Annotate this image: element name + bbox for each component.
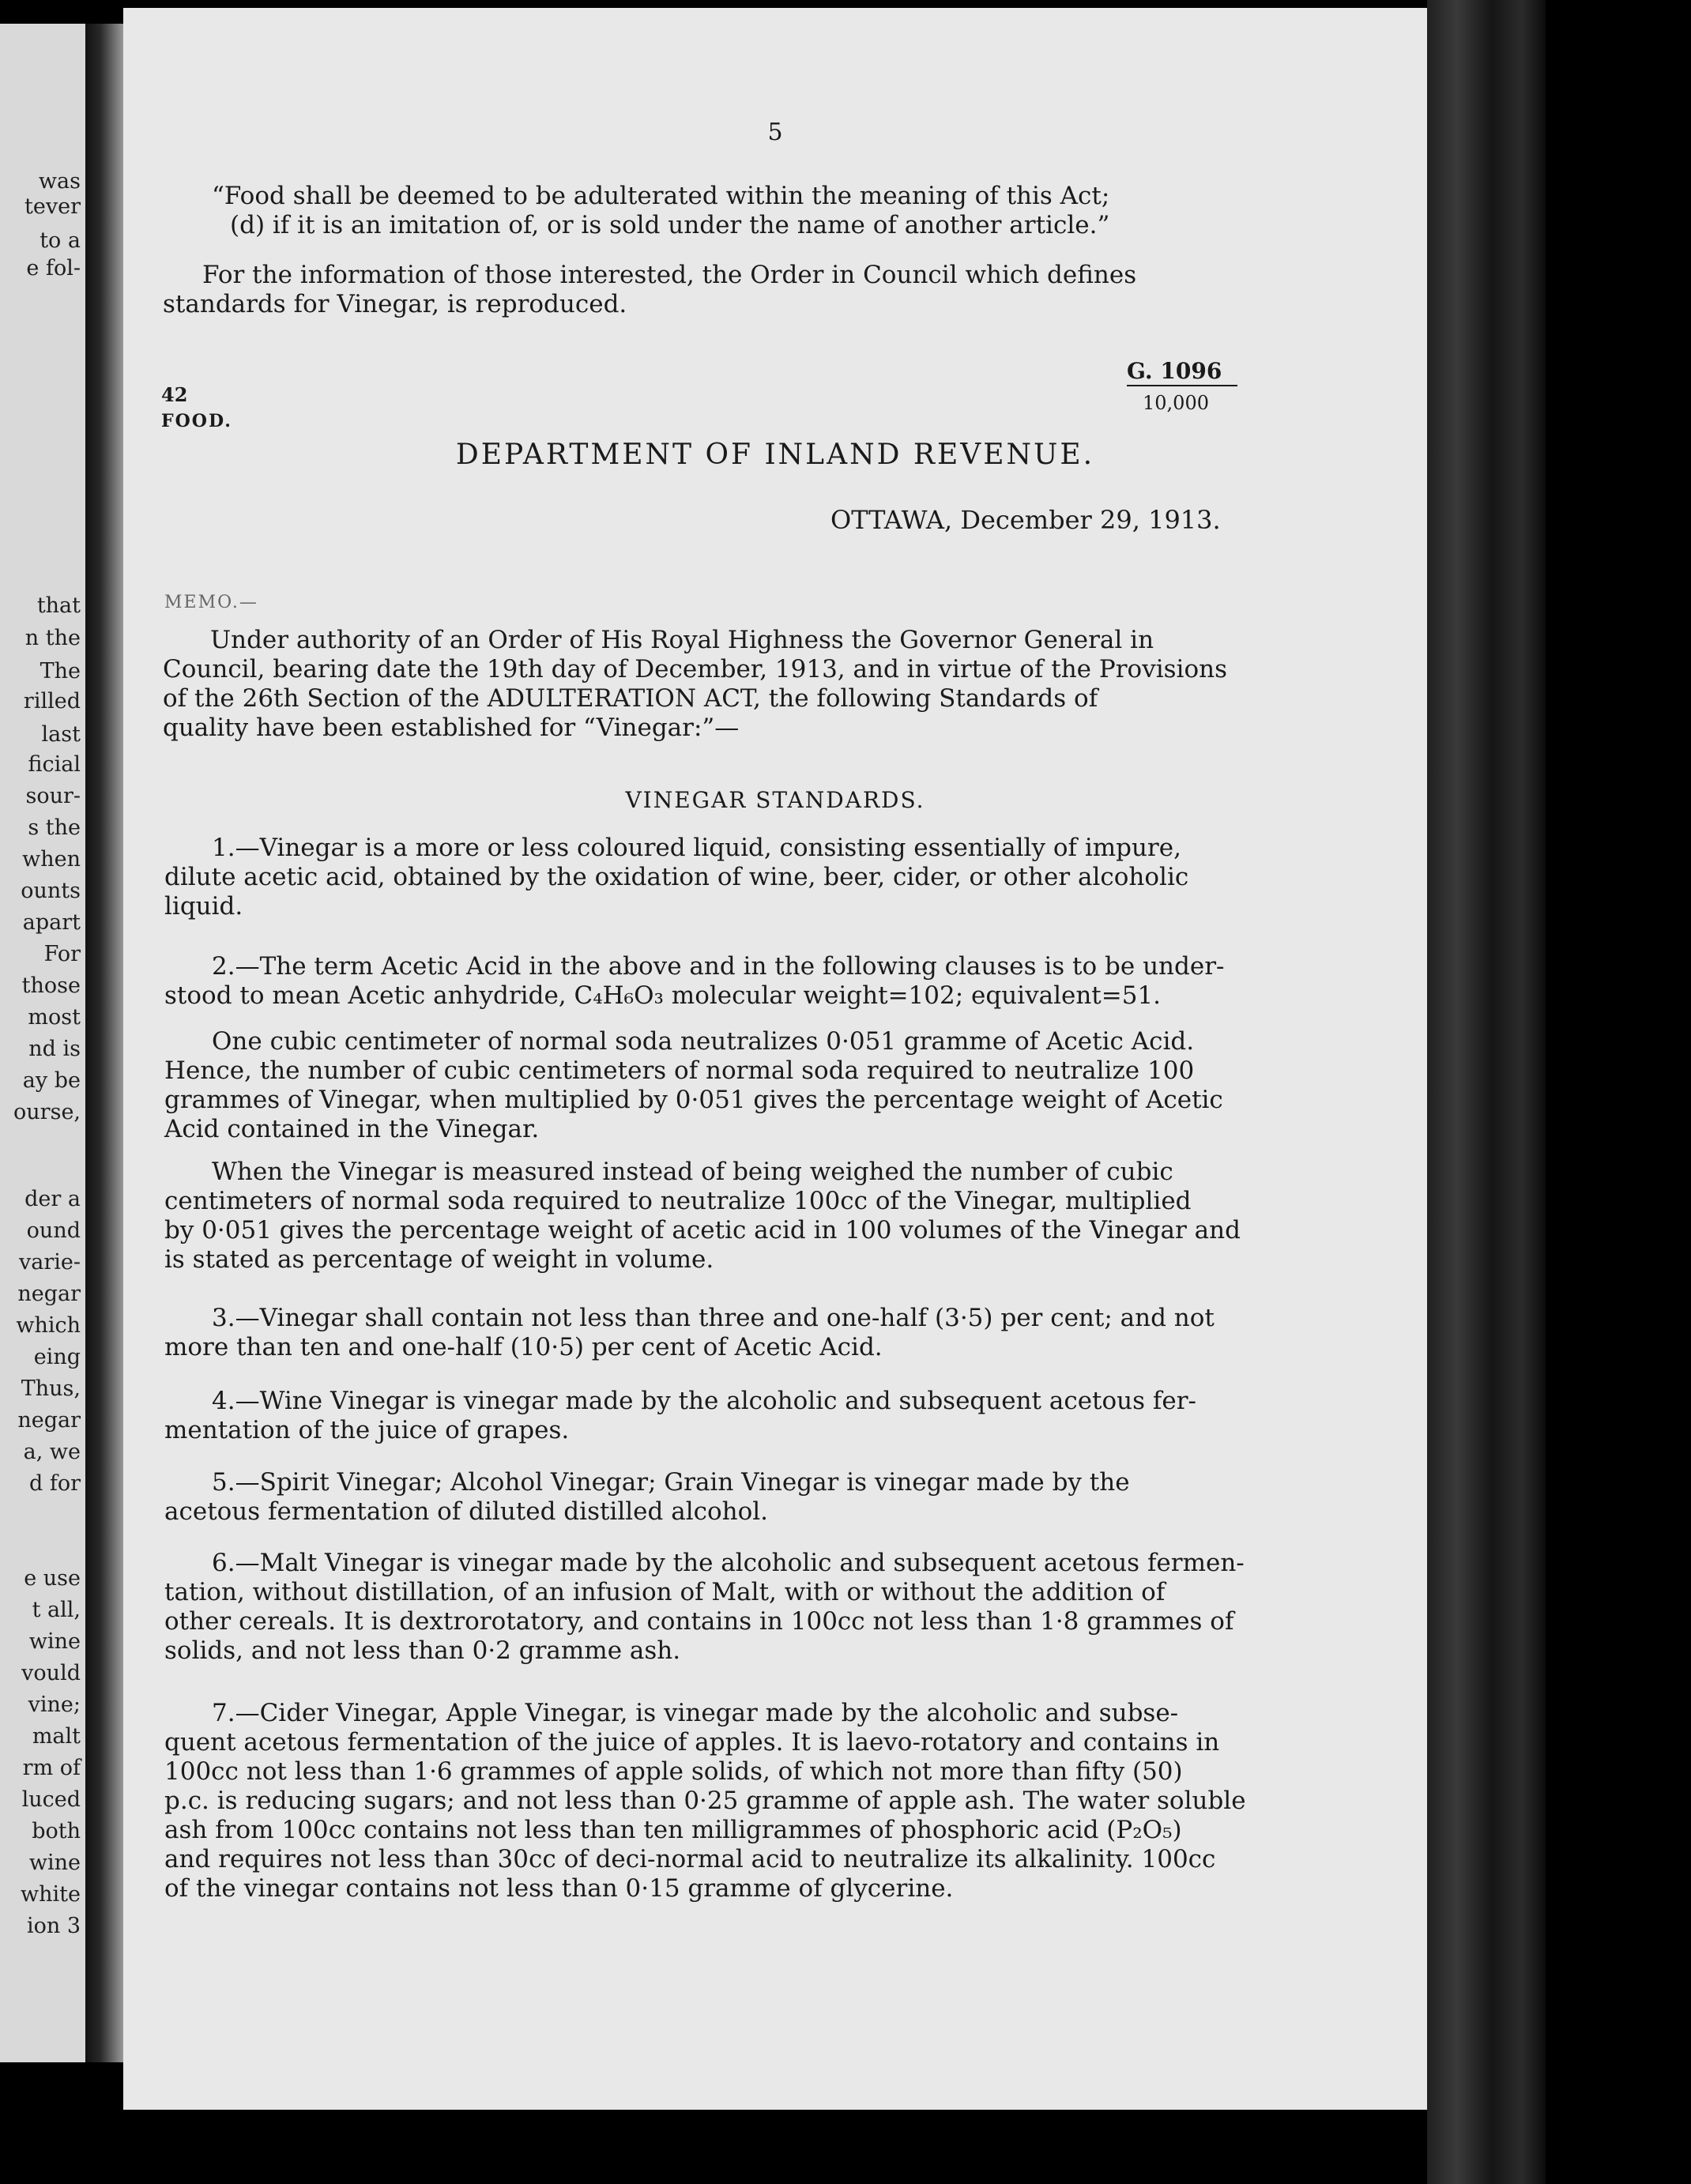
left-page-text: e use — [24, 1566, 81, 1591]
paragraph-line: Acid contained in the Vinegar. — [164, 1115, 540, 1143]
left-page-text: s the — [28, 815, 81, 840]
paragraph-line: quent acetous fermentation of the juice of apples. It is laevo-rotatory and contains in — [164, 1728, 1220, 1757]
left-page-text: wine — [28, 1629, 81, 1654]
left-page-text: Thus, — [21, 1376, 81, 1401]
left-page-text: negar — [17, 1282, 81, 1306]
authority-line: of the 26th Section of the ADULTERATION ACT, the following Standards of — [163, 684, 1098, 713]
memo-label: MEMO.— — [164, 593, 258, 612]
paragraph-line: tation, without distillation, of an infusion of Malt, with or without the addition of — [164, 1578, 1166, 1606]
paragraph-line: 5.—Spirit Vinegar; Alcohol Vinegar; Grain Vinegar is vinegar made by the — [212, 1468, 1130, 1497]
left-page-text: t all, — [32, 1598, 81, 1622]
left-page-text: rm of — [22, 1756, 81, 1780]
page-gutter — [85, 24, 123, 2062]
book-binding-edge — [1427, 0, 1546, 2184]
paragraph-line: 3.—Vinegar shall contain not less than three and one-half (3·5) per cent; and not — [212, 1304, 1215, 1332]
left-page-text: d for — [28, 1471, 81, 1496]
left-page-text: negar — [17, 1408, 81, 1433]
left-page-text: sour- — [25, 784, 81, 808]
left-page-text: that — [36, 593, 81, 618]
order-code-rule — [1127, 385, 1237, 386]
left-page-text: The — [40, 659, 81, 683]
left-page-fragment — [0, 24, 85, 2062]
left-page-text: vould — [21, 1661, 81, 1685]
paragraph-line: liquid. — [164, 892, 243, 921]
left-page-text: tever — [24, 194, 81, 219]
left-page-text: e fol- — [26, 256, 81, 281]
quote-line: (d) if it is an imitation of, or is sold under the name of another article.” — [230, 211, 1110, 239]
order-count: 10,000 — [1143, 392, 1209, 414]
paragraph-line: acetous fermentation of diluted distilled alcohol. — [164, 1497, 769, 1526]
left-page-text: ion 3 — [26, 1914, 81, 1938]
paragraph-line: 1.—Vinegar is a more or less coloured liquid, consisting essentially of impure, — [212, 834, 1181, 862]
intro-line: standards for Vinegar, is reproduced. — [163, 290, 627, 318]
left-page-text: those — [21, 973, 81, 998]
paragraph-line: by 0·051 gives the percentage weight of acetic acid in 100 volumes of the Vinegar and — [164, 1216, 1241, 1245]
left-page-text: ounts — [21, 879, 81, 903]
left-page-text: luced — [21, 1787, 81, 1812]
paragraph-line: stood to mean Acetic anhydride, C₄H₆O₃ molecular weight=102; equivalent=51. — [164, 981, 1162, 1010]
left-page-text: n the — [24, 626, 81, 650]
left-page-text: wine — [28, 1851, 81, 1875]
paragraph-line: grammes of Vinegar, when multiplied by 0·051 gives the percentage weight of Acetic — [164, 1086, 1223, 1114]
left-page-text: nd is — [28, 1037, 81, 1061]
intro-line: For the information of those interested, the Order in Council which defines — [202, 261, 1137, 289]
left-page-text: eing — [33, 1345, 81, 1369]
paragraph-line: and requires not less than 30cc of deci-normal acid to neutralize its alkalinity. 100cc — [164, 1845, 1216, 1873]
paragraph-line: When the Vinegar is measured instead of being weighed the number of cubic — [212, 1158, 1173, 1186]
dateline: OTTAWA, December 29, 1913. — [830, 505, 1221, 535]
paragraph-line: ash from 100cc contains not less than ten milligrammes of phosphoric acid (P₂O₅) — [164, 1816, 1182, 1844]
paragraph-line: One cubic centimeter of normal soda neutralizes 0·051 gramme of Acetic Acid. — [212, 1027, 1195, 1056]
paragraph-line: mentation of the juice of grapes. — [164, 1416, 570, 1444]
paragraph-line: is stated as percentage of weight in volume. — [164, 1245, 714, 1274]
document-page — [123, 8, 1427, 2110]
standards-heading: VINEGAR STANDARDS. — [625, 787, 925, 813]
left-page-text: ficial — [28, 752, 81, 777]
left-page-text: to a — [40, 228, 81, 253]
department-heading: DEPARTMENT OF INLAND REVENUE. — [455, 439, 1095, 471]
left-page-text: most — [28, 1005, 81, 1030]
left-page-text: For — [43, 942, 81, 966]
left-page-text: which — [16, 1313, 81, 1338]
paragraph-line: 2.—The term Acetic Acid in the above and in the following clauses is to be under- — [212, 952, 1225, 981]
left-page-text: ourse, — [13, 1100, 81, 1124]
paragraph-line: more than ten and one-half (10·5) per cent of Acetic Acid. — [164, 1333, 883, 1361]
paragraph-line: dilute acetic acid, obtained by the oxidation of wine, beer, cider, or other alcoholic — [164, 863, 1189, 891]
left-page-text: last — [41, 722, 81, 747]
paragraph-line: p.c. is reducing sugars; and not less than 0·25 gramme of apple ash. The water soluble — [164, 1787, 1246, 1815]
authority-line: Under authority of an Order of His Royal Highness the Governor General in — [210, 626, 1154, 654]
quote-line: “Food shall be deemed to be adulterated within the meaning of this Act; — [212, 182, 1110, 210]
paragraph-line: of the vinegar contains not less than 0·15 gramme of glycerine. — [164, 1874, 954, 1903]
left-page-text: varie- — [19, 1250, 81, 1275]
order-left-label: FOOD. — [161, 411, 232, 431]
left-page-text: white — [21, 1882, 81, 1907]
order-code: G. 1096 — [1127, 358, 1222, 384]
left-page-text: der a — [24, 1187, 81, 1211]
order-left-number: 42 — [161, 383, 188, 406]
left-page-text: apart — [22, 910, 81, 935]
left-page-text: vine; — [28, 1693, 81, 1717]
paragraph-line: Hence, the number of cubic centimeters of normal soda required to neutralize 100 — [164, 1056, 1195, 1085]
left-page-text: both — [32, 1819, 81, 1843]
left-page-text: rilled — [23, 689, 81, 714]
authority-line: quality have been established for “Vinegar:”— — [163, 714, 740, 742]
left-page-text: ay be — [22, 1068, 81, 1093]
page-number: 5 — [767, 119, 783, 146]
left-page-text: a, we — [23, 1440, 81, 1464]
paragraph-line: 7.—Cider Vinegar, Apple Vinegar, is vinegar made by the alcoholic and subse- — [212, 1699, 1179, 1727]
paragraph-line: 6.—Malt Vinegar is vinegar made by the alcoholic and subsequent acetous fermen- — [212, 1549, 1245, 1577]
paragraph-line: other cereals. It is dextrorotatory, and contains in 100cc not less than 1·8 grammes of — [164, 1607, 1234, 1636]
left-page-text: was — [38, 169, 81, 194]
paragraph-line: 100cc not less than 1·6 grammes of apple solids, of which not more than fifty (50) — [164, 1757, 1183, 1786]
paragraph-line: 4.—Wine Vinegar is vinegar made by the alcoholic and subsequent acetous fer- — [212, 1387, 1197, 1415]
left-page-text: ound — [26, 1218, 81, 1243]
left-page-text: when — [22, 847, 81, 872]
left-page-text: malt — [32, 1724, 81, 1749]
paragraph-line: solids, and not less than 0·2 gramme ash. — [164, 1636, 681, 1665]
paragraph-line: centimeters of normal soda required to neutralize 100cc of the Vinegar, multiplied — [164, 1187, 1192, 1215]
authority-line: Council, bearing date the 19th day of December, 1913, and in virtue of the Provisions — [163, 655, 1228, 683]
